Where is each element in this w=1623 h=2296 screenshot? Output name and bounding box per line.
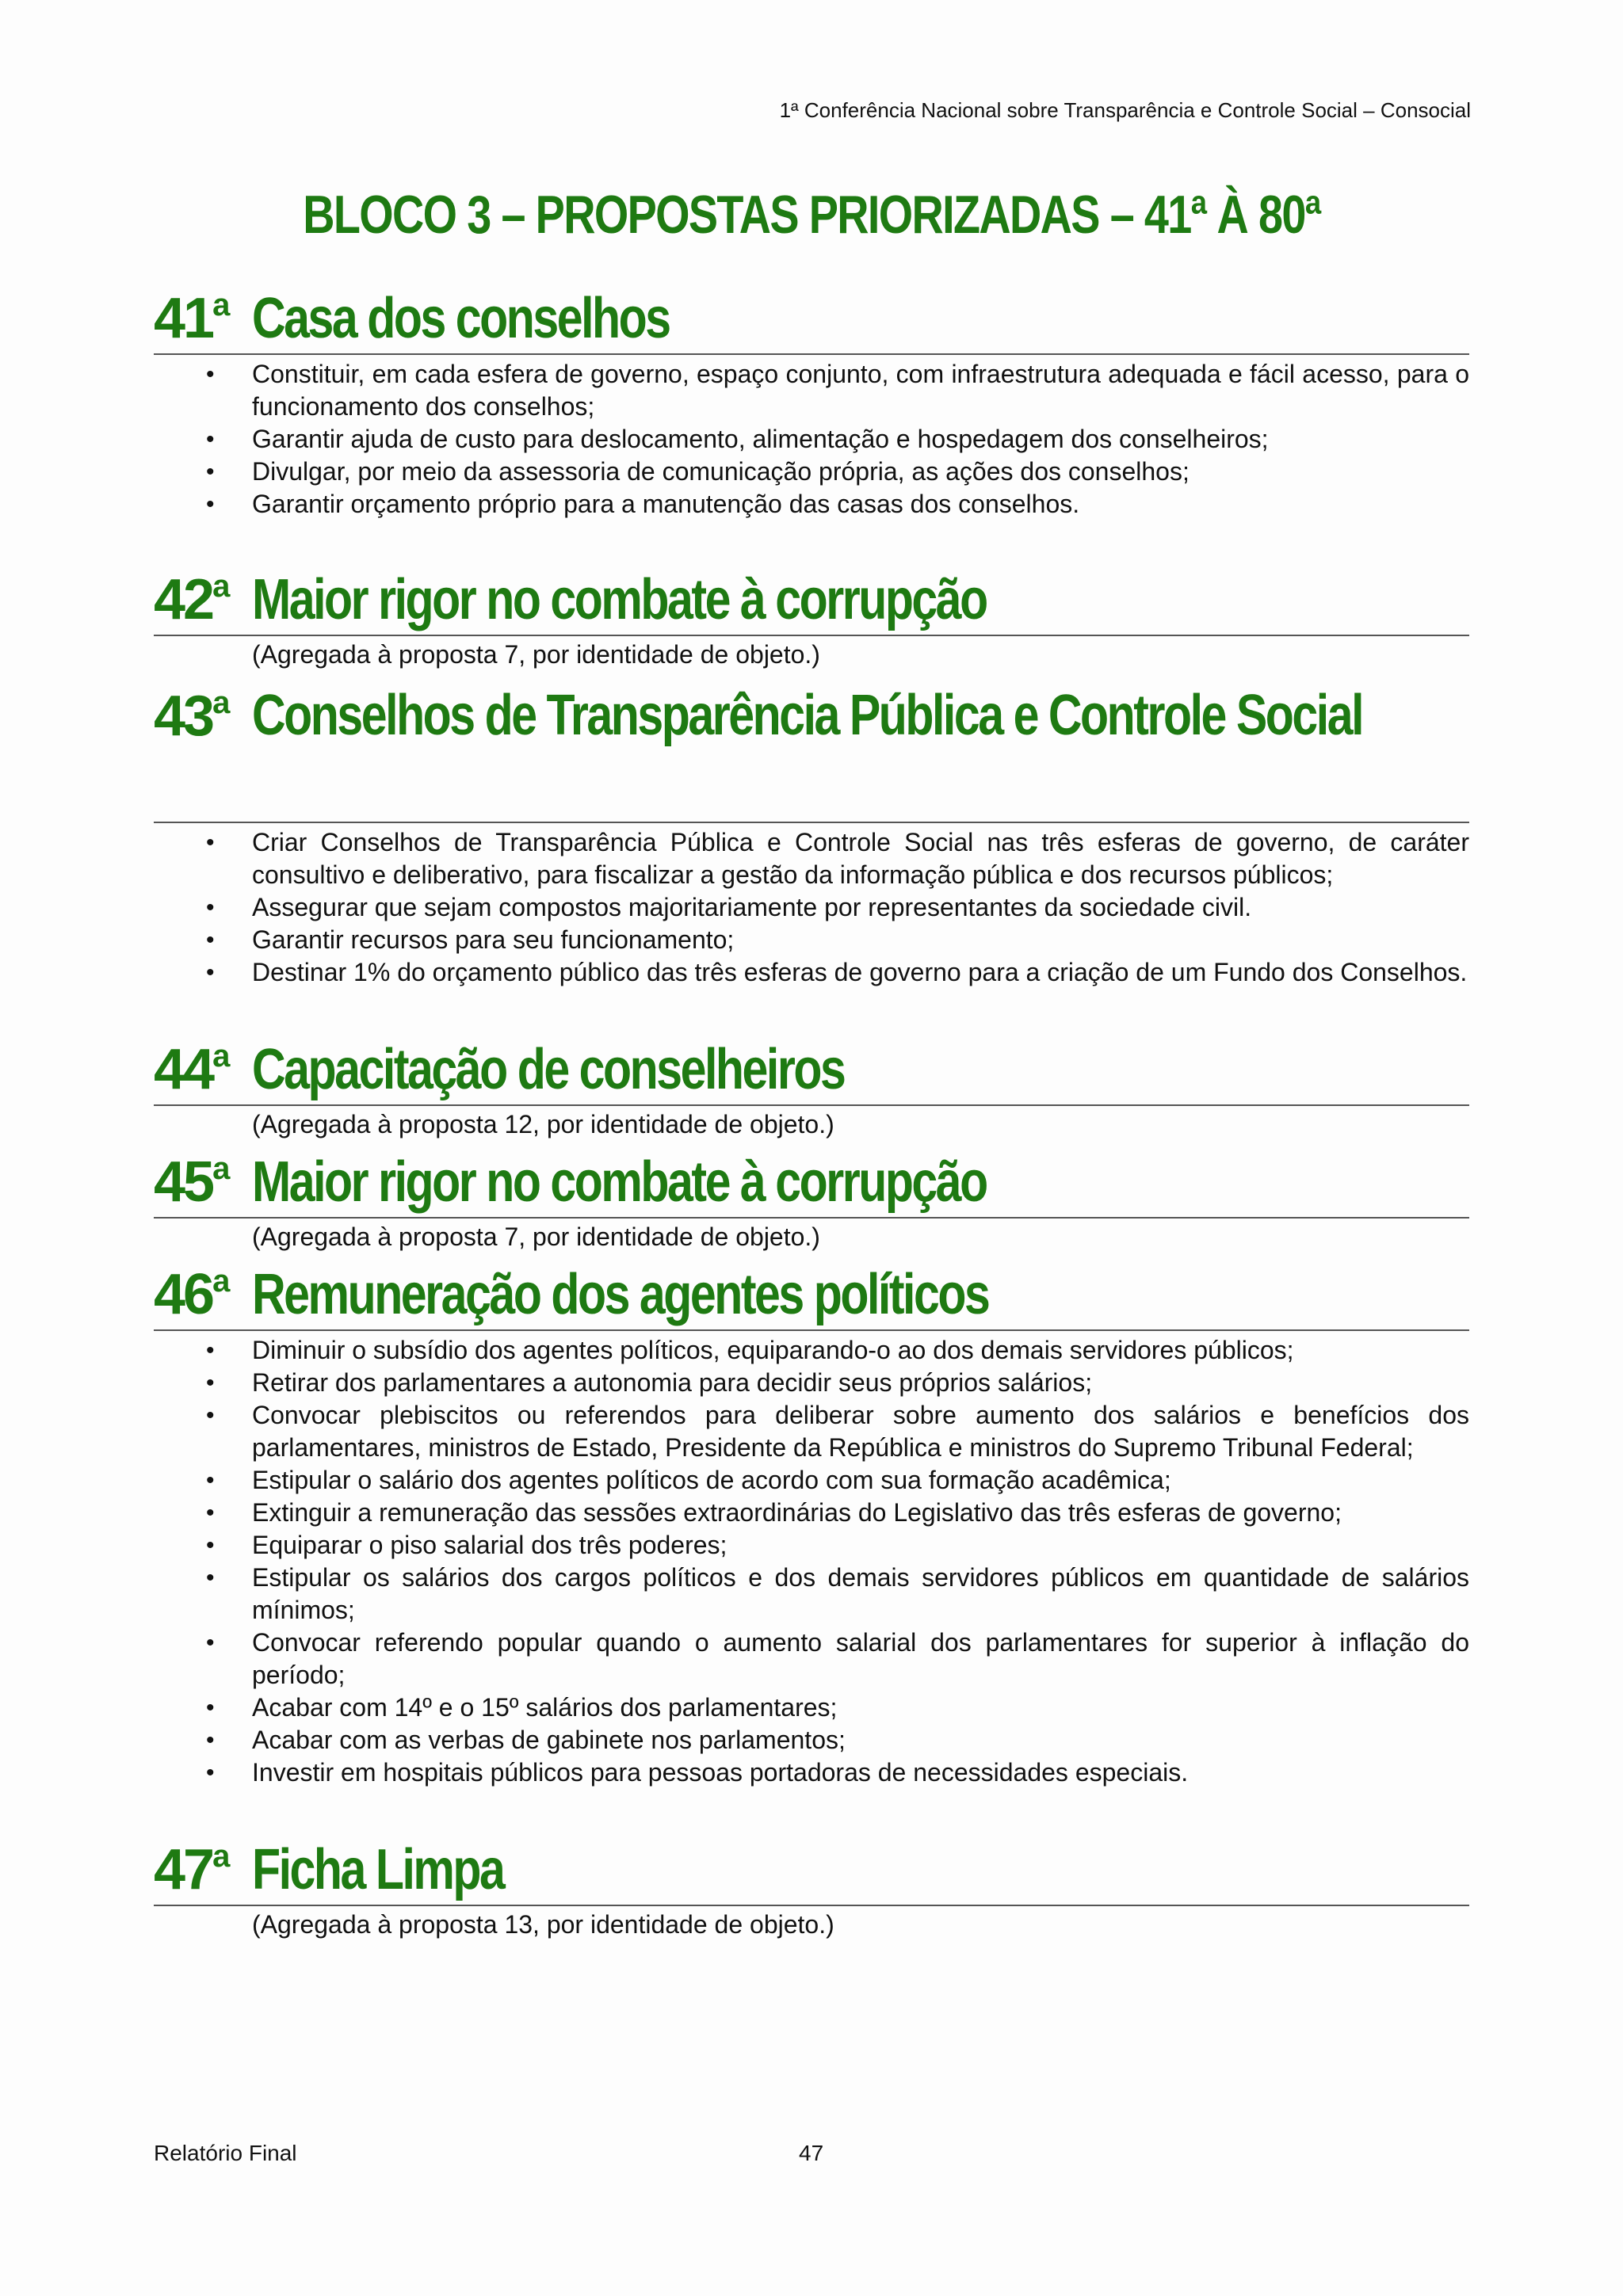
proposal-heading <box>154 1141 1469 1219</box>
list-item: • Estipular o salário dos agentes políticos de acordo com sua formação acadêmica; <box>206 1466 1171 1494</box>
proposal-number: 44$^a$ <box>154 1038 231 1101</box>
aggregation-note: (Agregada à proposta 13, por identidade de objeto.) <box>252 1910 834 1939</box>
list-item: • Divulgar, por meio da assessoria de comunicação própria, as ações dos conselhos; <box>206 457 1190 486</box>
list-item: • Equiparar o piso salarial dos três poderes; <box>206 1531 727 1559</box>
proposal-heading <box>154 1829 1469 1906</box>
proposal-44 <box>154 1028 1469 1141</box>
list-item: • Constituir, em cada esfera de governo, espaço conjunto, com infraestrutura adequada e fácil acesso, para o funcionamento dos conselhos; <box>206 360 1469 421</box>
list-item: • Criar Conselhos de Transparência Pública e Controle Social nas três esferas de governo, de caráter consultivo e deliberativo, para fiscalizar a gestão da informação pública e dos recursos públicos; <box>206 828 1469 889</box>
list-item: • Retirar dos parlamentares a autonomia para decidir seus próprios salários; <box>206 1368 1093 1397</box>
list-item: • Garantir orçamento próprio para a manutenção das casas dos conselhos. <box>206 490 1080 518</box>
proposal-46 <box>154 1253 1469 1789</box>
proposal-number: 45$^a$ <box>154 1150 231 1214</box>
block-title: BLOCO 3 – PROPOSTAS PRIORIZADAS – 41ª À 80ª <box>303 185 1320 245</box>
page-number: 47 <box>799 2141 824 2165</box>
proposal-heading <box>154 1028 1469 1106</box>
proposal-43 <box>154 671 1469 989</box>
list-item: • Garantir recursos para seu funcionamento; <box>206 925 735 954</box>
aggregation-note: (Agregada à proposta 12, por identidade de objeto.) <box>252 1110 834 1138</box>
footer-report-name: Relatório Final <box>154 2141 297 2165</box>
proposal-47 <box>154 1829 1469 1941</box>
proposal-title: Conselhos de Transparência Pública e Controle Social <box>252 684 1363 747</box>
list-item: • Acabar com 14º e o 15º salários dos parlamentares; <box>206 1693 838 1722</box>
proposal-title: Ficha Limpa <box>252 1838 504 1901</box>
proposal-title: Capacitação de conselheiros <box>252 1038 845 1101</box>
list-item: • Extinguir a remuneração das sessões extraordinárias do Legislativo das três esferas de governo; <box>206 1498 1342 1527</box>
list-item: • Destinar 1% do orçamento público das três esferas de governo para a criação de um Fundo dos Conselhos. <box>206 958 1468 986</box>
proposal-items <box>154 826 1469 989</box>
proposal-title: Maior rigor no combate à corrupção <box>252 568 987 631</box>
aggregation-note: (Agregada à proposta 7, por identidade de objeto.) <box>252 640 820 669</box>
list-item: • Convocar plebiscitos ou referendos para deliberar sobre aumento dos salários e benefícios dos parlamentares, ministros de Estado, Presidente da República e ministros do Supremo Tribunal Federal; <box>206 1401 1469 1462</box>
list-item: • Convocar referendo popular quando o aumento salarial dos parlamentares for superior à inflação do período; <box>206 1628 1469 1689</box>
proposal-42 <box>154 559 1469 671</box>
proposal-heading <box>154 1253 1469 1331</box>
running-header: 1ª Conferência Nacional sobre Transparência e Controle Social – Consocial <box>779 98 1471 122</box>
proposal-number: 46$^a$ <box>154 1263 231 1326</box>
proposal-heading <box>154 559 1469 636</box>
list-item: • Acabar com as verbas de gabinete nos parlamentos; <box>206 1726 846 1754</box>
aggregation-note: (Agregada à proposta 7, por identidade de objeto.) <box>252 1222 820 1251</box>
list-item: • Assegurar que sejam compostos majoritariamente por representantes da sociedade civil. <box>206 893 1252 921</box>
proposal-items <box>154 358 1469 521</box>
proposal-title: Remuneração dos agentes políticos <box>252 1263 989 1326</box>
proposal-number: 43$^a$ <box>154 685 231 748</box>
proposal-title: Casa dos conselhos <box>252 287 670 350</box>
proposal-number: 41$^a$ <box>154 287 231 350</box>
proposal-number: 47$^a$ <box>154 1838 231 1901</box>
list-item: • Investir em hospitais públicos para pessoas portadoras de necessidades especiais. <box>206 1758 1189 1787</box>
proposal-items <box>154 1334 1469 1789</box>
proposal-41 <box>154 277 1469 521</box>
list-item: • Garantir ajuda de custo para deslocamento, alimentação e hospedagem dos conselheiros; <box>206 425 1269 453</box>
proposal-45 <box>154 1141 1469 1253</box>
proposal-number: 42$^a$ <box>154 568 231 631</box>
proposal-heading <box>154 277 1469 355</box>
list-item: • Estipular os salários dos cargos políticos e dos demais servidores públicos em quantidade de salários mínimos; <box>206 1563 1469 1624</box>
proposals-content <box>154 277 1469 1941</box>
proposal-title: Maior rigor no combate à corrupção <box>252 1150 987 1214</box>
list-item: • Diminuir o subsídio dos agentes políticos, equiparando-o ao dos demais servidores públicos; <box>206 1336 1294 1364</box>
proposal-heading <box>154 671 1469 823</box>
